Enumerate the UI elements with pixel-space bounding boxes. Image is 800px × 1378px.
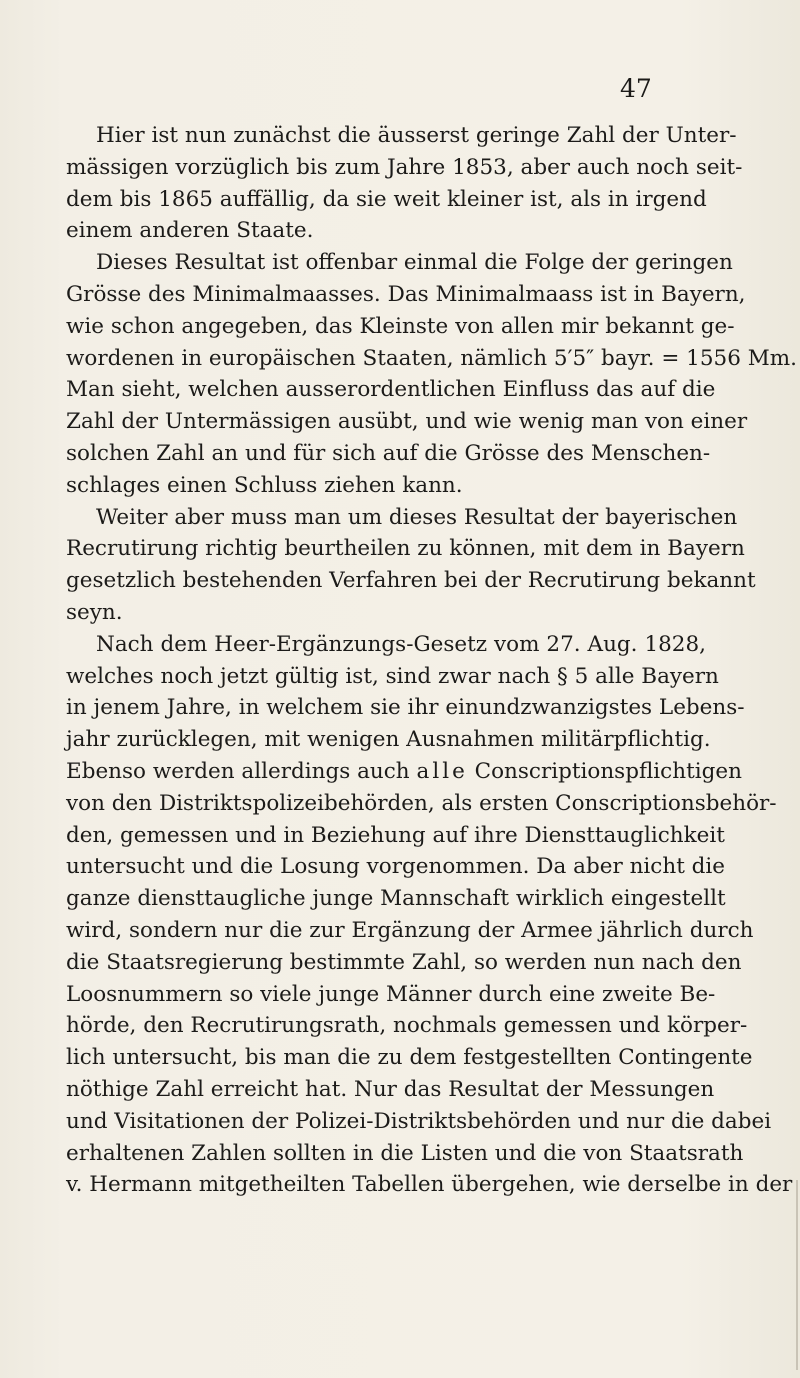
text-line — [66, 979, 716, 1011]
text-line — [66, 597, 706, 629]
text-line — [66, 1106, 772, 1138]
text-line — [66, 470, 706, 502]
text-line — [66, 406, 748, 438]
text-segment: seyn. — [66, 599, 123, 625]
text-segment: ganze diensttaugliche junge Mannschaft wirklich eingestellt — [66, 886, 726, 912]
text-line — [66, 692, 745, 724]
text-line — [66, 311, 735, 343]
emphasized-word: alle — [416, 758, 468, 784]
text-line — [66, 247, 733, 279]
text-segment: schlages einen Schluss ziehen kann. — [66, 472, 463, 498]
body-text — [66, 120, 797, 1201]
text-segment: und Visitationen der Polizei-Distriktsbehörden und nur die dabei — [66, 1108, 772, 1134]
text-line — [66, 184, 706, 216]
text-line — [66, 883, 726, 915]
text-segment: hörde, den Recrutirungsrath, nochmals gemessen und körper- — [66, 1013, 748, 1039]
text-segment: jahr zurücklegen, mit wenigen Ausnahmen militärpflichtig. — [66, 727, 711, 753]
text-segment: wordenen in europäischen Staaten, nämlich 5′5″ bayr. = 1556 Mm. — [66, 345, 797, 371]
text-line — [66, 374, 716, 406]
text-segment: die Staatsregierung bestimmte Zahl, so werden nun nach den — [66, 949, 742, 975]
text-segment: erhaltenen Zahlen sollten in die Listen und die von Staatsrath — [66, 1140, 744, 1166]
text-segment: welches noch jetzt gültig ist, sind zwar nach § 5 alle Bayern — [66, 663, 719, 689]
text-line — [66, 661, 719, 693]
text-segment: Hier ist nun zunächst die äusserst geringe Zahl der Unter- — [96, 123, 737, 148]
text-line — [66, 152, 743, 184]
text-line — [66, 724, 711, 756]
text-segment: solchen Zahl an und für sich auf die Grösse des Menschen- — [66, 440, 711, 466]
text-segment: Ebenso werden allerdings auch — [66, 758, 417, 784]
text-segment: Nach dem Heer-Ergänzungs-Gesetz vom 27. Aug. 1828, — [96, 631, 706, 657]
text-segment: v. Hermann mitgetheilten Tabellen übergehen, wie derselbe in der — [66, 1172, 793, 1198]
text-line — [66, 788, 777, 820]
text-segment: untersucht und die Losung vorgenommen. Da aber nicht die — [66, 854, 726, 880]
text-line — [66, 1169, 793, 1201]
text-segment: wie schon angegeben, das Kleinste von allen mir bekannt ge- — [66, 313, 735, 339]
text-segment: lich untersucht, bis man die zu dem festgestellten Contingente — [66, 1045, 753, 1071]
text-segment: Conscriptionspflichtigen — [467, 758, 742, 784]
text-line — [66, 629, 706, 661]
text-line — [66, 1042, 753, 1074]
text-segment: wird, sondern nur die zur Ergänzung der Armee jährlich durch — [66, 917, 754, 943]
text-segment: Recrutirung richtig beurtheilen zu können, mit dem in Bayern — [66, 536, 745, 562]
text-segment: Grösse des Minimalmaasses. Das Minimalmaass ist in Bayern, — [66, 281, 746, 307]
text-segment: Weiter aber muss man um dieses Resultat der bayerischen — [96, 504, 738, 530]
page-edge-shadow — [796, 1180, 798, 1370]
text-segment: gesetzlich bestehenden Verfahren bei der Recrutirung bekannt — [66, 568, 756, 594]
text-line — [66, 343, 797, 375]
text-segment: Loosnummern so viele junge Männer durch eine zweite Be- — [66, 981, 716, 1007]
text-line — [66, 565, 756, 597]
text-line — [66, 502, 738, 534]
text-line — [66, 533, 745, 565]
text-segment: in jenem Jahre, in welchem sie ihr einundzwanzigstes Lebens- — [66, 695, 745, 721]
text-segment: von den Distriktspolizeibehörden, als ersten Conscriptionsbehör- — [66, 790, 777, 816]
text-segment: einem anderen Staate. — [66, 218, 314, 244]
text-line — [66, 120, 737, 152]
text-segment: Zahl der Untermässigen ausübt, und wie wenig man von einer — [66, 409, 748, 435]
text-segment: dem bis 1865 auffällig, da sie weit kleiner ist, als in irgend — [66, 186, 707, 212]
text-line — [66, 915, 754, 947]
text-line — [66, 1010, 748, 1042]
text-line — [66, 851, 726, 883]
text-line — [66, 1138, 744, 1170]
text-segment: nöthige Zahl erreicht hat. Nur das Resultat der Messungen — [66, 1076, 715, 1102]
text-segment: den, gemessen und in Beziehung auf ihre Diensttauglichkeit — [66, 822, 725, 848]
text-line — [66, 279, 746, 311]
text-segment: Dieses Resultat ist offenbar einmal die Folge der geringen — [96, 250, 733, 276]
text-segment: mässigen vorzüglich bis zum Jahre 1853, aber auch noch seit- — [66, 154, 743, 180]
text-line — [66, 756, 742, 788]
text-line — [66, 438, 711, 470]
text-line — [66, 820, 725, 852]
text-line — [66, 1074, 715, 1106]
text-segment: Man sieht, welchen ausserordentlichen Einfluss das auf die — [66, 377, 716, 403]
text-line — [66, 947, 742, 979]
page-number: 47 — [620, 74, 652, 103]
text-line — [66, 215, 706, 247]
